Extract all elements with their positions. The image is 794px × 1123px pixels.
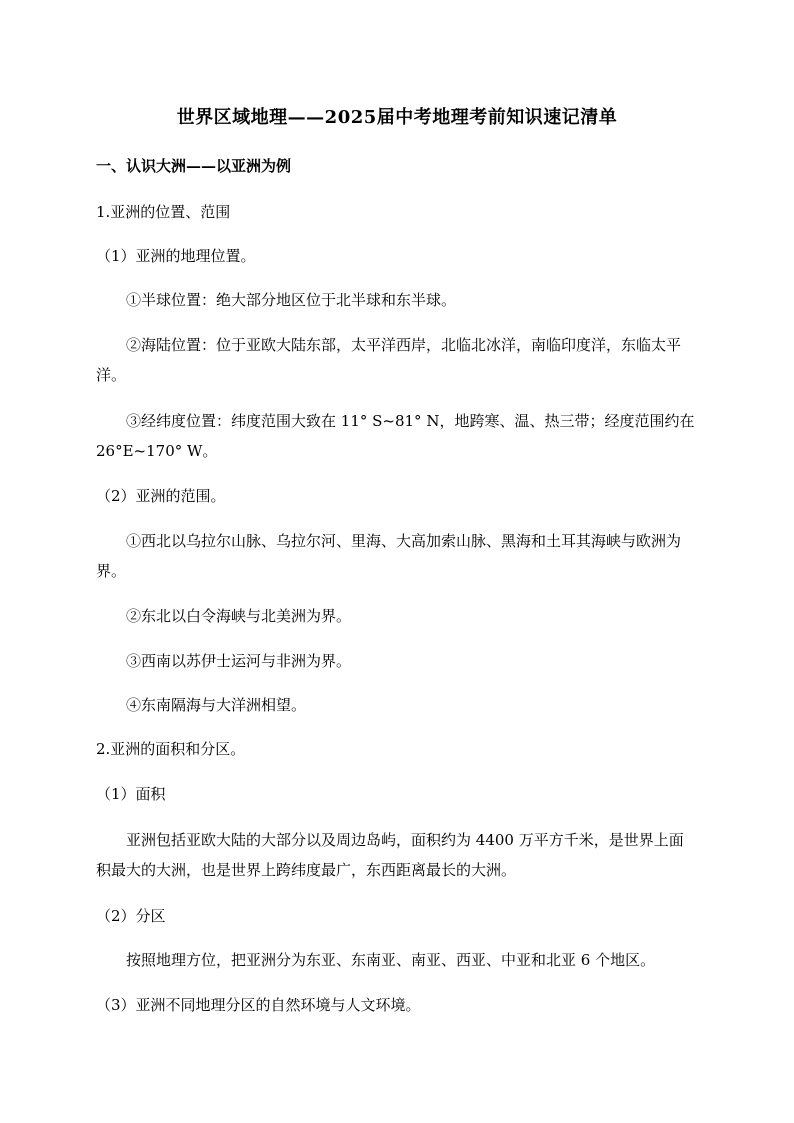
subsection-heading: （2）分区 xyxy=(96,907,166,925)
document-title: 世界区域地理——2025届中考地理考前知识速记清单 xyxy=(176,107,618,128)
paragraph: ④东南隔海与大洋洲相望。 xyxy=(126,696,307,714)
paragraph: ③西南以苏伊士运河与非洲为界。 xyxy=(126,652,352,670)
paragraph: 按照地理方位，把亚洲分为东亚、东南亚、南亚、西亚、中亚和北亚 6 个地区。 xyxy=(126,951,656,969)
subsection-heading: （1）面积 xyxy=(96,785,166,803)
subsection-heading: （3）亚洲不同地理分区的自然环境与人文环境。 xyxy=(96,996,421,1014)
section-heading: 一、认识大洲——以亚洲为例 xyxy=(96,157,292,175)
paragraph: 亚洲包括亚欧大陆的大部分以及周边岛屿，面积约为 4400 万平方千米，是世界上面积最大的大洲，也是世界上跨纬度最广，东西距离最长的大洲。 xyxy=(96,831,684,879)
subsection-heading: 1.亚洲的位置、范围 xyxy=(96,203,231,221)
subsection-heading: （2）亚洲的范围。 xyxy=(96,487,226,505)
paragraph: ①西北以乌拉尔山脉、乌拉尔河、里海、大高加索山脉、黑海和土耳其海峡与欧洲为界。 xyxy=(96,532,682,580)
subsection-heading: （1）亚洲的地理位置。 xyxy=(96,247,256,265)
paragraph: ②东北以白令海峡与北美洲为界。 xyxy=(126,607,352,625)
paragraph: ①半球位置：绝大部分地区位于北半球和东半球。 xyxy=(126,291,457,309)
paragraph: ②海陆位置：位于亚欧大陆东部，太平洋西岸，北临北冰洋，南临印度洋，东临太平洋。 xyxy=(96,336,682,384)
subsection-heading: 2.亚洲的面积和分区。 xyxy=(96,740,246,758)
paragraph: ③经纬度位置：纬度范围大致在 11° S~81° N，地跨寒、温、热三带；经度范围约在 26°E~170° W。 xyxy=(96,412,695,460)
